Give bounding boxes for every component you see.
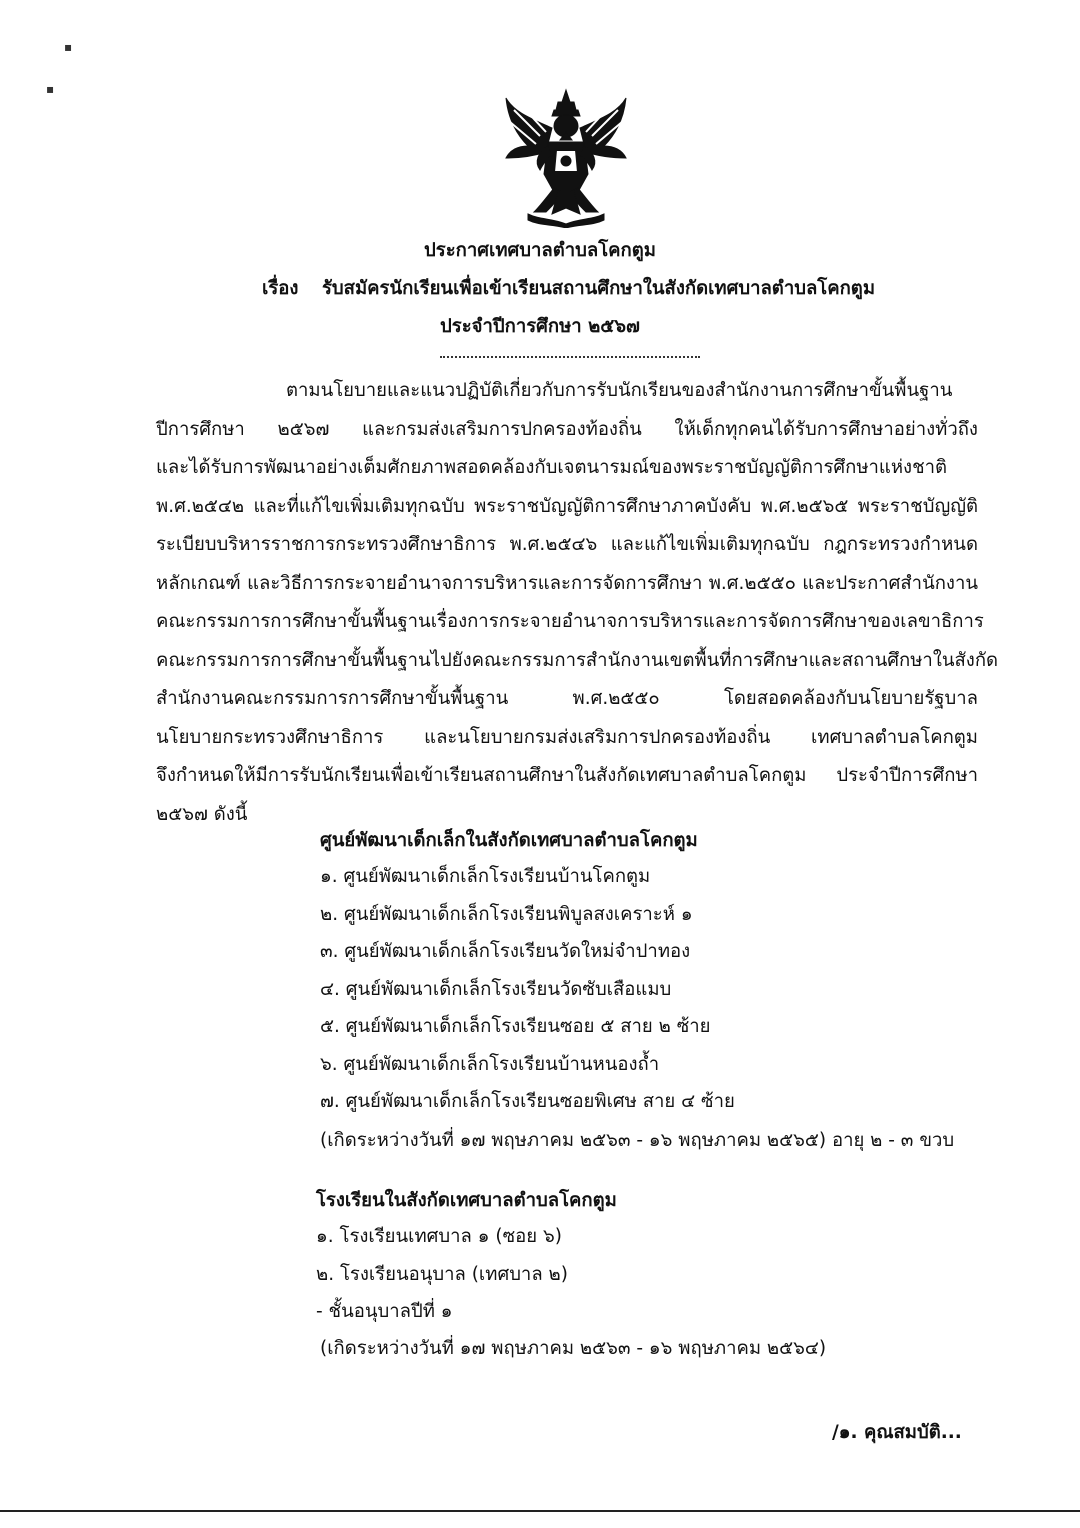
list-item: ๒. ศูนย์พัฒนาเด็กเล็กโรงเรียนพิบูลสงเคราะห์ ๑ [320,903,693,925]
schools-title: โรงเรียนในสังกัดเทศบาลตำบลโคกตูม [316,1190,617,1211]
body-word: พระราชบัญญัติ [857,495,978,517]
body-word: พ.ศ.๒๕๕๐ [572,688,660,709]
body-word: หลักเกณฑ์ [156,572,241,594]
body-word: และนโยบายกรมส่งเสริมการปกครองท้องถิ่น [424,726,771,748]
body-line [156,372,978,411]
body-word: และวิธีการกระจายอำนาจการบริหารและการจัดการศึกษา [247,572,703,594]
scan-speck: ▪ [46,82,55,96]
body-word: โดยสอดคล้องกับนโยบายรัฐบาล [723,688,978,709]
body-line [156,603,984,642]
body-line [156,719,978,758]
announcement-subject [262,274,875,303]
body-word: ๒๕๖๗ [277,418,330,440]
body-word: ประจำปีการศึกษา [836,765,978,786]
list-item: ๗. ศูนย์พัฒนาเด็กเล็กโรงเรียนซอยพิเศษ สาย ๔ ซ้าย [320,1091,735,1112]
list-item: - ชั้นอนุบาลปีที่ ๑ [316,1301,453,1322]
continued-marker: /๑. คุณสมบัติ... [832,1422,962,1443]
body-word: และแก้ไขเพิ่มเติมทุกฉบับ [610,534,810,555]
list-item: ๒. โรงเรียนอนุบาล (เทศบาล ๒) [316,1263,568,1285]
body-paragraph [156,372,999,834]
body-line [156,526,978,565]
body-word: พ.ศ.๒๕๖๕ [760,495,849,517]
child-centers-birth-note: (เกิดระหว่างวันที่ ๑๗ พฤษภาคม ๒๕๖๓ - ๑๖ พฤษภาคม ๒๕๖๕) อายุ ๒ - ๓ ขวบ [320,1130,955,1151]
list-item: ๖. ศูนย์พัฒนาเด็กเล็กโรงเรียนบ้านหนองถ้ำ [320,1053,660,1075]
body-word: เทศบาลตำบลโคกตูม [811,726,978,748]
body-word: และประกาศสำนักงาน [802,572,978,594]
body-line [156,565,978,604]
list-item: ๑. โรงเรียนเทศบาล ๑ (ซอย ๖) [316,1226,562,1247]
body-word: สำนักงานคณะกรรมการการศึกษาขั้นพื้นฐาน [156,688,509,709]
body-word: คณะกรรมการการศึกษาขั้นพื้นฐานไปยังคณะกรรมการสำนักงานเขตพื้นที่การศึกษา [156,649,809,671]
subject-label: เรื่อง [262,278,299,299]
scan-bottom-line [0,1510,1080,1512]
body-word: พระราชบัญญัติการศึกษาภาคบังคับ [474,495,752,517]
child-centers-list [320,858,735,1121]
body-word: พ.ศ.๒๕๔๒ [156,495,245,517]
body-word: ระเบียบบริหารราชการกระทรวงศึกษาธิการ [156,534,497,555]
body-line [156,488,978,527]
body-line [156,411,978,450]
body-word: ตามนโยบายและแนวปฏิบัติเกี่ยวกับการรับนักเรียนของสำนักงานการศึกษาขั้นพื้นฐาน [286,380,953,401]
academic-year: ประจำปีการศึกษา ๒๕๖๗ [440,316,640,337]
scan-speck: ▪ [64,40,73,54]
body-word: และกรมส่งเสริมการปกครองท้องถิ่น [362,418,642,440]
body-word: จึงกำหนดให้มีการรับนักเรียนเพื่อเข้าเรียนสถานศึกษาในสังกัดเทศบาลตำบลโคกตูม [156,765,807,786]
body-word: ๒๕๖๗ ดังนี้ [156,803,248,825]
body-word: และสถานศึกษาในสังกัด [808,649,999,671]
body-word: ให้เด็กทุกคนได้รับการศึกษาอย่างทั่วถึง [674,418,978,440]
dotted-divider [440,356,700,358]
list-item: ๕. ศูนย์พัฒนาเด็กเล็กโรงเรียนซอย ๕ สาย ๒ ซ้าย [320,1016,711,1037]
schools-list [316,1218,568,1331]
body-word: กฎกระทรวงกำหนด [823,534,978,555]
subject-text: รับสมัครนักเรียนเพื่อเข้าเรียนสถานศึกษาในสังกัดเทศบาลตำบลโคกตูม [322,278,876,299]
body-line [156,757,978,796]
body-line [156,680,978,719]
body-line [156,449,978,488]
announcement-title: ประกาศเทศบาลตำบลโคกตูม [424,240,656,261]
list-item: ๔. ศูนย์พัฒนาเด็กเล็กโรงเรียนวัดซับเสือแมบ [320,978,672,1000]
body-word: และที่แก้ไขเพิ่มเติมทุกฉบับ [253,495,465,517]
body-line [156,642,999,681]
body-word: เรื่องการกระจายอำนาจการบริหารและการจัดการศึกษาของเลขาธิการ [430,611,984,632]
child-centers-title: ศูนย์พัฒนาเด็กเล็กในสังกัดเทศบาลตำบลโคกตูม [320,830,698,851]
schools-birth-note: (เกิดระหว่างวันที่ ๑๗ พฤษภาคม ๒๕๖๓ - ๑๖ พฤษภาคม ๒๕๖๔) [320,1338,827,1359]
body-word: และได้รับการพัฒนาอย่างเต็มศักยภาพสอดคล้องกับเจตนารมณ์ของพระราชบัญญัติการศึกษาแห่งชาติ [156,457,948,478]
body-word: คณะกรรมการการศึกษาขั้นพื้นฐาน [156,611,431,632]
body-word: ปีการศึกษา [156,418,245,440]
body-word: พ.ศ.๒๕๕๐ [708,572,796,594]
list-item: ๑. ศูนย์พัฒนาเด็กเล็กโรงเรียนบ้านโคกตูม [320,866,651,887]
garuda-emblem [500,88,632,228]
body-word: พ.ศ.๒๕๔๖ [509,534,598,555]
body-word: นโยบายกระทรวงศึกษาธิการ [156,726,384,748]
list-item: ๓. ศูนย์พัฒนาเด็กเล็กโรงเรียนวัดใหม่จำปาทอง [320,941,691,962]
